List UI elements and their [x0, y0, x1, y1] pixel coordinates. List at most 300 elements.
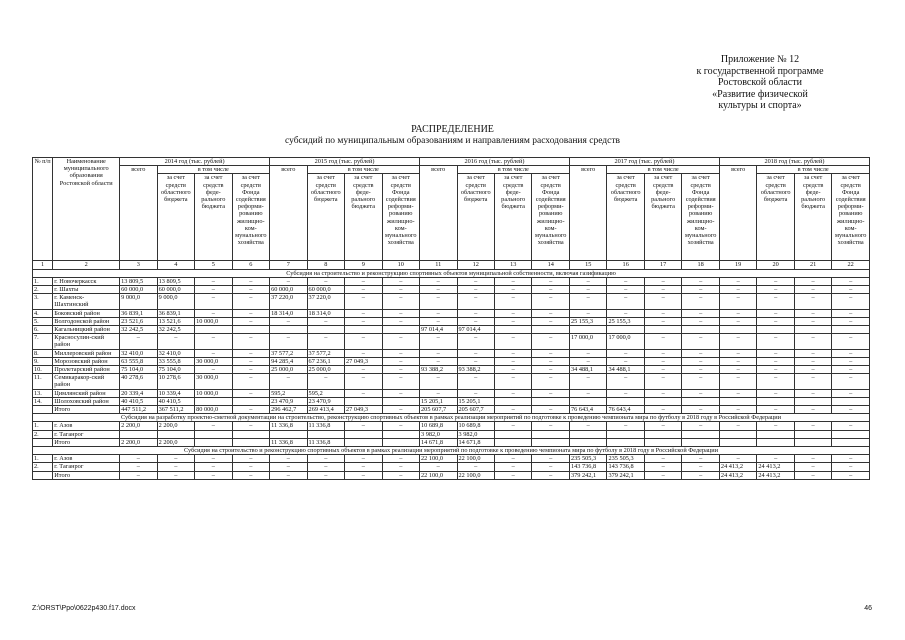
value-cell: –: [382, 294, 420, 309]
column-number: 5: [195, 261, 232, 269]
value-cell: –: [457, 309, 494, 317]
value-cell: –: [719, 286, 756, 294]
value-cell: 93 388,2: [420, 366, 457, 374]
value-cell: [682, 430, 720, 438]
value-cell: –: [682, 334, 720, 349]
value-cell: [494, 397, 531, 405]
value-cell: –: [644, 455, 681, 463]
value-cell: –: [232, 463, 270, 471]
value-cell: 40 410,5: [120, 397, 157, 405]
value-cell: –: [494, 334, 531, 349]
value-cell: –: [532, 463, 570, 471]
value-cell: –: [794, 357, 831, 365]
row-number: 1.: [33, 455, 53, 463]
municipality-name: г. Новочеркасск: [53, 277, 120, 285]
column-number: 15: [569, 261, 606, 269]
value-cell: –: [644, 286, 681, 294]
table-row: [33, 317, 870, 325]
row-number: 2.: [33, 463, 53, 471]
value-cell: –: [345, 366, 382, 374]
value-cell: –: [232, 309, 270, 317]
value-cell: –: [832, 334, 870, 349]
value-cell: –: [719, 366, 756, 374]
value-cell: –: [457, 294, 494, 309]
value-cell: [757, 438, 794, 446]
value-cell: –: [420, 334, 457, 349]
value-cell: 15 205,1: [457, 397, 494, 405]
value-cell: 10 689,8: [457, 422, 494, 430]
municipality-name: Итого: [53, 406, 120, 414]
value-cell: –: [382, 471, 420, 479]
row-number: 8.: [33, 349, 53, 357]
value-cell: –: [232, 357, 270, 365]
value-cell: –: [607, 309, 644, 317]
table-row: [33, 430, 870, 438]
value-cell: 24 413,2: [757, 463, 794, 471]
value-cell: –: [270, 277, 307, 285]
value-cell: 34 488,1: [569, 366, 606, 374]
value-cell: –: [232, 349, 270, 357]
header-regional-budget: за счет средств областного бюджета: [307, 174, 344, 261]
value-cell: [757, 326, 794, 334]
table-row: [33, 397, 870, 405]
value-cell: –: [382, 357, 420, 365]
value-cell: 37 577,2: [307, 349, 344, 357]
header-year: 2014 год (тыс. рублей): [120, 158, 270, 166]
value-cell: 30 000,0: [195, 357, 232, 365]
value-cell: –: [682, 463, 720, 471]
value-cell: 379 242,1: [607, 471, 644, 479]
value-cell: [644, 438, 681, 446]
value-cell: 10 278,6: [157, 374, 194, 389]
value-cell: [382, 430, 420, 438]
value-cell: 27 049,3: [345, 357, 382, 365]
appendix-block: [675, 54, 845, 112]
row-number: [33, 471, 53, 479]
value-cell: –: [794, 463, 831, 471]
value-cell: 379 242,1: [569, 471, 606, 479]
municipality-name: г. Таганрог: [53, 430, 120, 438]
value-cell: –: [382, 389, 420, 397]
value-cell: –: [832, 406, 870, 414]
section-title: Субсидия на строительство и реконструкцию спортивных объектов в рамках реализации мероприятий по подготовке к проведению чемпионата мира по футболу в 2018 году в Российской Федерации: [33, 447, 870, 455]
value-cell: –: [494, 286, 531, 294]
value-cell: 75 104,0: [157, 366, 194, 374]
value-cell: –: [494, 389, 531, 397]
value-cell: [832, 438, 870, 446]
value-cell: 37 577,2: [270, 349, 307, 357]
row-number: 14.: [33, 397, 53, 405]
value-cell: [494, 430, 531, 438]
value-cell: 10 000,0: [195, 389, 232, 397]
value-cell: –: [382, 309, 420, 317]
value-cell: [757, 397, 794, 405]
value-cell: 34 488,1: [607, 366, 644, 374]
value-cell: –: [457, 349, 494, 357]
value-cell: –: [270, 317, 307, 325]
value-cell: –: [682, 422, 720, 430]
value-cell: 22 100,0: [457, 471, 494, 479]
value-cell: [569, 430, 606, 438]
header-name: Наименование муниципального образования Ростовской области: [53, 158, 120, 261]
value-cell: 22 100,0: [457, 455, 494, 463]
value-cell: 2 200,0: [157, 422, 194, 430]
value-cell: –: [832, 463, 870, 471]
value-cell: –: [157, 463, 194, 471]
value-cell: 11 336,8: [307, 422, 344, 430]
value-cell: –: [494, 366, 531, 374]
value-cell: 93 388,2: [457, 366, 494, 374]
value-cell: –: [420, 309, 457, 317]
value-cell: 63 555,8: [120, 357, 157, 365]
value-cell: [532, 397, 570, 405]
value-cell: –: [569, 389, 606, 397]
value-cell: –: [382, 455, 420, 463]
value-cell: [644, 397, 681, 405]
section-title-row: [33, 414, 870, 422]
header-housing-fund: за счет средств Фонда содействия реформи-рованию жилищно-ком-мунального хозяйства: [382, 174, 420, 261]
appendix-line: Ростовской области: [718, 77, 802, 88]
value-cell: 143 736,8: [607, 463, 644, 471]
value-cell: –: [569, 374, 606, 389]
value-cell: [345, 397, 382, 405]
value-cell: [719, 397, 756, 405]
value-cell: –: [719, 334, 756, 349]
column-number: 21: [794, 261, 831, 269]
column-number: 7: [270, 261, 307, 269]
value-cell: –: [382, 374, 420, 389]
value-cell: –: [757, 294, 794, 309]
header-federal-budget: за счет средств феде-рального бюджета: [195, 174, 232, 261]
value-cell: 36 839,1: [157, 309, 194, 317]
value-cell: –: [682, 277, 720, 285]
municipality-name: Боковский район: [53, 309, 120, 317]
row-number: 9.: [33, 357, 53, 365]
table-row: [33, 277, 870, 285]
value-cell: –: [757, 317, 794, 325]
value-cell: –: [232, 389, 270, 397]
value-cell: –: [382, 286, 420, 294]
value-cell: –: [644, 389, 681, 397]
value-cell: 25 000,0: [270, 366, 307, 374]
value-cell: –: [494, 471, 531, 479]
value-cell: –: [457, 389, 494, 397]
row-number: 2.: [33, 286, 53, 294]
value-cell: –: [232, 334, 270, 349]
value-cell: [794, 397, 831, 405]
value-cell: 27 049,3: [345, 406, 382, 414]
value-cell: –: [644, 463, 681, 471]
value-cell: –: [757, 334, 794, 349]
table-header: [33, 158, 870, 270]
value-cell: 14 671,8: [457, 438, 494, 446]
municipality-name: Шолоховский район: [53, 397, 120, 405]
value-cell: –: [457, 357, 494, 365]
value-cell: 60 000,0: [270, 286, 307, 294]
value-cell: –: [832, 471, 870, 479]
value-cell: –: [644, 349, 681, 357]
value-cell: –: [832, 422, 870, 430]
value-cell: [832, 326, 870, 334]
header-regional-budget: за счет средств областного бюджета: [157, 174, 194, 261]
value-cell: –: [195, 422, 232, 430]
value-cell: –: [644, 374, 681, 389]
value-cell: 22 100,0: [420, 455, 457, 463]
value-cell: –: [794, 294, 831, 309]
column-number: 13: [494, 261, 531, 269]
municipality-name: Итого: [53, 471, 120, 479]
value-cell: –: [757, 357, 794, 365]
header-including: в том числе: [757, 166, 870, 174]
value-cell: –: [794, 366, 831, 374]
value-cell: –: [307, 317, 344, 325]
value-cell: –: [794, 334, 831, 349]
distribution-table: [32, 157, 870, 480]
value-cell: –: [420, 349, 457, 357]
value-cell: –: [307, 471, 344, 479]
value-cell: [532, 430, 570, 438]
value-cell: –: [719, 374, 756, 389]
value-cell: –: [195, 294, 232, 309]
column-number: 17: [644, 261, 681, 269]
value-cell: [719, 438, 756, 446]
appendix-line: культуры и спорта»: [718, 100, 802, 111]
value-cell: –: [232, 471, 270, 479]
value-cell: 296 462,7: [270, 406, 307, 414]
value-cell: –: [345, 389, 382, 397]
value-cell: –: [832, 277, 870, 285]
value-cell: –: [757, 455, 794, 463]
row-number: [33, 406, 53, 414]
value-cell: –: [307, 334, 344, 349]
value-cell: –: [682, 294, 720, 309]
value-cell: –: [682, 406, 720, 414]
value-cell: –: [757, 374, 794, 389]
value-cell: –: [532, 349, 570, 357]
value-cell: 94 285,4: [270, 357, 307, 365]
municipality-name: Пролетарский район: [53, 366, 120, 374]
value-cell: –: [832, 294, 870, 309]
value-cell: –: [157, 334, 194, 349]
header-regional-budget: за счет средств областного бюджета: [457, 174, 494, 261]
header-year: 2015 год (тыс. рублей): [270, 158, 420, 166]
header-regional-budget: за счет средств областного бюджета: [757, 174, 794, 261]
value-cell: –: [270, 471, 307, 479]
value-cell: –: [644, 471, 681, 479]
column-number: 19: [719, 261, 756, 269]
value-cell: –: [195, 455, 232, 463]
value-cell: –: [157, 471, 194, 479]
value-cell: –: [794, 455, 831, 463]
value-cell: [232, 326, 270, 334]
header-housing-fund: за счет средств Фонда содействия реформи-рованию жилищно-ком-мунального хозяйства: [232, 174, 270, 261]
value-cell: 10 689,8: [420, 422, 457, 430]
value-cell: 25 155,3: [607, 317, 644, 325]
value-cell: 14 671,8: [420, 438, 457, 446]
value-cell: –: [382, 349, 420, 357]
header-year: 2018 год (тыс. рублей): [719, 158, 869, 166]
value-cell: –: [494, 349, 531, 357]
value-cell: –: [569, 286, 606, 294]
value-cell: 32 410,0: [120, 349, 157, 357]
value-cell: –: [420, 374, 457, 389]
value-cell: [607, 438, 644, 446]
row-number: 1.: [33, 422, 53, 430]
table-row: [33, 406, 870, 414]
value-cell: –: [457, 463, 494, 471]
value-cell: 205 607,7: [420, 406, 457, 414]
value-cell: –: [345, 309, 382, 317]
value-cell: –: [832, 357, 870, 365]
table-row: [33, 309, 870, 317]
value-cell: [644, 326, 681, 334]
appendix-line: к государственной программе: [696, 65, 824, 77]
value-cell: –: [232, 277, 270, 285]
section-title: Субсидия на строительство и реконструкцию спортивных объектов муниципальной собственности, включая газификацию: [33, 269, 870, 277]
value-cell: 23 470,9: [270, 397, 307, 405]
value-cell: –: [719, 294, 756, 309]
value-cell: 75 104,0: [120, 366, 157, 374]
value-cell: –: [569, 349, 606, 357]
value-cell: [345, 430, 382, 438]
header-including: в том числе: [157, 166, 269, 174]
value-cell: [270, 430, 307, 438]
value-cell: –: [794, 317, 831, 325]
value-cell: 17 000,0: [607, 334, 644, 349]
municipality-name: Итого: [53, 438, 120, 446]
header-year: 2016 год (тыс. рублей): [420, 158, 570, 166]
value-cell: –: [420, 286, 457, 294]
value-cell: 60 000,0: [157, 286, 194, 294]
value-cell: 97 014,4: [420, 326, 457, 334]
value-cell: 37 220,0: [307, 294, 344, 309]
value-cell: 2 200,0: [120, 438, 157, 446]
value-cell: –: [232, 374, 270, 389]
value-cell: 30 000,0: [195, 374, 232, 389]
value-cell: [757, 430, 794, 438]
table-row: [33, 374, 870, 389]
value-cell: [682, 326, 720, 334]
row-number: 1.: [33, 277, 53, 285]
value-cell: 37 220,0: [270, 294, 307, 309]
appendix-line: «Развитие физической: [712, 88, 808, 100]
value-cell: [307, 326, 344, 334]
value-cell: –: [195, 286, 232, 294]
column-number: 14: [532, 261, 570, 269]
row-number: 7.: [33, 334, 53, 349]
value-cell: –: [719, 317, 756, 325]
value-cell: 20 339,4: [120, 389, 157, 397]
row-number: 11.: [33, 374, 53, 389]
value-cell: –: [757, 366, 794, 374]
value-cell: 23 521,6: [120, 317, 157, 325]
value-cell: [569, 438, 606, 446]
value-cell: –: [420, 277, 457, 285]
municipality-name: Морозовский район: [53, 357, 120, 365]
value-cell: –: [494, 406, 531, 414]
value-cell: [719, 326, 756, 334]
value-cell: –: [195, 463, 232, 471]
municipality-name: г. Таганрог: [53, 463, 120, 471]
value-cell: –: [232, 406, 270, 414]
value-cell: –: [832, 286, 870, 294]
value-cell: 60 000,0: [307, 286, 344, 294]
value-cell: –: [120, 471, 157, 479]
value-cell: –: [794, 374, 831, 389]
value-cell: –: [232, 455, 270, 463]
appendix-line: Приложение № 12: [720, 54, 800, 65]
value-cell: –: [757, 286, 794, 294]
header-including: в том числе: [457, 166, 569, 174]
value-cell: –: [270, 334, 307, 349]
municipality-name: г. Шахты: [53, 286, 120, 294]
value-cell: –: [682, 286, 720, 294]
value-cell: –: [794, 406, 831, 414]
header-row-numbers: [33, 261, 870, 269]
value-cell: –: [719, 309, 756, 317]
value-cell: 32 410,0: [157, 349, 194, 357]
municipality-name: г. Азов: [53, 455, 120, 463]
value-cell: –: [532, 374, 570, 389]
value-cell: 18 314,0: [307, 309, 344, 317]
value-cell: –: [232, 366, 270, 374]
value-cell: –: [794, 277, 831, 285]
value-cell: –: [682, 471, 720, 479]
value-cell: –: [270, 463, 307, 471]
value-cell: 9 000,0: [157, 294, 194, 309]
value-cell: 235 505,3: [607, 455, 644, 463]
column-number: 20: [757, 261, 794, 269]
value-cell: 13 521,6: [157, 317, 194, 325]
value-cell: –: [644, 357, 681, 365]
municipality-name: Цимлянский район: [53, 389, 120, 397]
value-cell: –: [757, 422, 794, 430]
value-cell: –: [270, 374, 307, 389]
value-cell: –: [644, 334, 681, 349]
value-cell: 18 314,0: [270, 309, 307, 317]
table-row: [33, 286, 870, 294]
column-number: 22: [832, 261, 870, 269]
municipality-name: г. Каменск-Шахтинский: [53, 294, 120, 309]
value-cell: –: [457, 277, 494, 285]
value-cell: 40 278,6: [120, 374, 157, 389]
value-cell: –: [307, 277, 344, 285]
value-cell: –: [532, 286, 570, 294]
value-cell: 97 014,4: [457, 326, 494, 334]
file-path: Z:\ORST\Ppo\0622p430.f17.docx: [32, 605, 136, 612]
value-cell: –: [494, 317, 531, 325]
value-cell: –: [494, 277, 531, 285]
value-cell: 24 413,2: [757, 471, 794, 479]
value-cell: –: [569, 277, 606, 285]
row-number: 5.: [33, 317, 53, 325]
value-cell: [195, 326, 232, 334]
value-cell: [682, 397, 720, 405]
value-cell: –: [195, 349, 232, 357]
table-row: [33, 438, 870, 446]
value-cell: –: [382, 317, 420, 325]
value-cell: –: [345, 422, 382, 430]
table-row: [33, 389, 870, 397]
value-cell: 17 000,0: [569, 334, 606, 349]
value-cell: 11 336,8: [270, 438, 307, 446]
value-cell: –: [794, 349, 831, 357]
value-cell: –: [607, 357, 644, 365]
row-number: 2.: [33, 430, 53, 438]
row-number: 10.: [33, 366, 53, 374]
value-cell: [232, 397, 270, 405]
value-cell: –: [195, 366, 232, 374]
